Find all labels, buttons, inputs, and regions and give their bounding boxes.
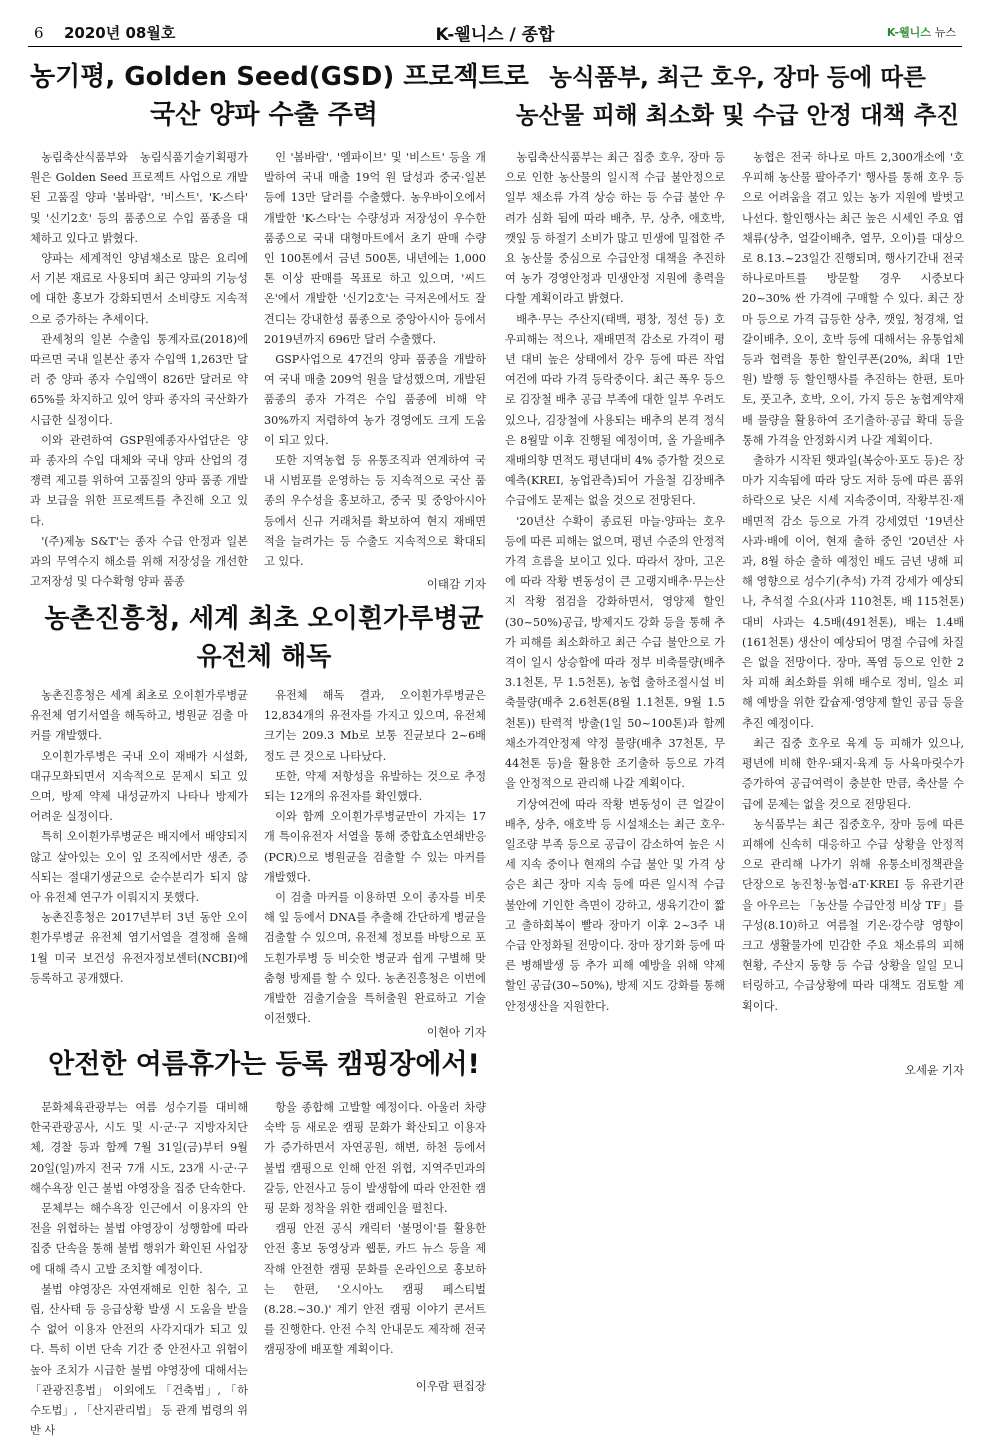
byline-camping: 이우람 편집장 [415, 1379, 486, 1393]
headline-line: 농산물 피해 최소화 및 수급 안정 대책 추진 [515, 101, 960, 129]
issue-date: 2020년 08월호 [64, 24, 176, 42]
headline-line: 안전한 여름휴가는 등록 캠핑장에서! [48, 1049, 480, 1080]
paragraph: 이 검출 마커를 이용하면 오이 종자를 비롯해 잎 등에서 DNA를 추출해 간단하게 병균을 검출할 수 있으며, 유전체 정보를 바탕으로 포도흰가루병 등 비슷한 병균과 쉽게 구별해 맞춤형 방제를 할 수 있다. 농촌진흥청은 이번에 개발한 검출기술을 특허출원 완료하고 기술 이전했다. [264, 891, 486, 1026]
byline-rda: 이현아 기자 [426, 1025, 486, 1039]
logo-suffix: 뉴스 [934, 26, 956, 39]
paragraph: 농협은 전국 하나로 마트 2,300개소에 '호우피해 농산물 팔아주기' 행사를 통해 호우 등으로 어려움을 겪고 있는 농가 지원에 발벗고 나선다. 할인행사는 최근 높은 시세인 주요 엽채류(상추, 얼갈이배추, 열무, 오이)를 대상으로 8.13.~23일간 진행되며, 행사기간내 전국 하나로마트를 방문할 경우 시중보다 20~30% 싼 가격에 구매할 수 있다. 최근 장마 등으로 가격 급등한 상추, 깻잎, 청경채, 얼갈이배추, 오이, 호박 등에 대해서는 유통업체 등과 협력을 통한 할인쿠폰(20%, 최대 1만원) 발행 등 할인행사를 추진하는 한편, 토마토, 풋고추, 호박, 오이, 가지 등은 농협계약재배 물량을 활용하여 조기출하·공급 확대 등을 통해 가격을 안정화시켜 나갈 계획이다. [742, 151, 964, 447]
article-gsd-col1 [30, 148, 248, 592]
headline-mfds [505, 58, 970, 134]
paragraph: 배추·무는 주산지(태백, 평창, 정선 등) 호우피해는 적으나, 재배면적 감소로 가격이 평년 대비 높은 상태에서 강우 등에 따른 작업 여건에 따라 가격 등락중이다. 최근 폭우 등으로 김장철 배추 공급 부족에 대한 일부 우려도 있으나, 김장철에 사용되는 배추의 본격 정식은 8월말 이후 진행될 예정이며, 올 가을배추 재배의향 면적도 평년대비 4% 증가할 것으로 예측(KREI, 농업관측)되어 가을철 김장배추 수급에도 문제는 없을 것으로 전망된다. [505, 312, 725, 508]
paragraph: 또한, 약제 저항성을 유발하는 것으로 추정되는 12개의 유전자를 확인했다. [264, 769, 486, 804]
paragraph: 이와 함께 오이흰가루병균만이 가지는 17개 특이유전자 서열을 통해 중합효소연쇄반응(PCR)으로 병원균을 검출할 수 있는 마커를 개발했다. [264, 810, 486, 884]
headline-line: 국산 양파 수출 주력 [149, 100, 379, 130]
headline-line: 유전체 해독 [196, 642, 332, 672]
paragraph: 출하가 시작된 햇과일(복숭아·포도 등)은 장마가 지속됨에 따라 당도 저하 등에 따른 품위 하락으로 낮은 시세 지속중이며, 작황부진·재배면적 감소 등으로 가격 강세였던 '19년산 사과·배에 이어, 현재 출하 중인 '20년산 사과, 8월 하순 출하 예정인 배도 금년 냉해 피해 영향으로 성수기(추석) 가격 강세가 예상되나, 추석절 수요(사과 110천톤, 배 115천톤) 대비 사과는 4.5배(491천톤), 배는 1.4배(161천톤) 생산이 예상되어 명절 수급에 차질은 없을 전망이다. 장마, 폭염 등으로 인한 2차 피해 최소화를 위해 배수로 정비, 일소 피해 예방을 위한 칼슘제·영양제 할인 공급 등을 추진 예정이다. [742, 454, 964, 730]
section-title: K-웰니스 / 종합 [435, 25, 555, 45]
headline-camping [30, 1046, 498, 1084]
page-header [28, 16, 962, 47]
article-gsd-col2 [264, 148, 486, 572]
headline-rda [30, 600, 498, 676]
headline-line: 농촌진흥청, 세계 최초 오이흰가루병균 [44, 604, 484, 634]
headline-line: 농기평, Golden Seed(GSD) 프로젝트로 [30, 62, 529, 92]
paragraph: '(주)제농 S&T'는 종자 수급 안정과 일본과의 무역수지 해소를 위해 저장성을 개선한 고저장성 및 다수확형 양파 품종 [30, 534, 248, 589]
paragraph: 농촌진흥청은 2017년부터 3년 동안 오이흰가루병균 유전체 염기서열을 결정해 올해 1월 미국 보건성 유전자정보센터(NCBI)에 등록하고 공개했다. [30, 911, 248, 985]
paragraph: 오이흰가루병은 국내 오이 재배가 시설화, 대규모화되면서 지속적으로 문제시 되고 있으며, 방제 약제 내성균까지 나타나 방제가 어려운 실정이다. [30, 749, 248, 824]
paragraph: 유전체 해독 결과, 오이흰가루병균은 12,834개의 유전자를 가지고 있으며, 유전체 크기는 209.3 Mb로 보통 진균보다 2~6배 정도 큰 것으로 나타났다. [264, 689, 486, 763]
paragraph: 농식품부는 최근 집중호우, 장마 등에 따른 피해에 신속히 대응하고 수급 상황을 안정적으로 관리해 나가기 위해 유통소비정책관을 단장으로 농진청·농협·aT·KREI 등 유관기관을 아우르는 「농산물 수급안정 비상 TF」를 구성(8.10)하고 여름철 기온·강수량 영향이 크고 생활물가에 민감한 주요 채소류의 피해 현황, 주산지 동향 등 수급 상황을 일일 모니터링하고, 수급상황에 따라 대책도 검토할 계획이다. [742, 817, 964, 1013]
paragraph: 이와 관련하여 GSP원예종자사업단은 양파 종자의 수입 대체와 국내 양파 산업의 경쟁력 제고를 위하여 고품질의 양파 품종 개발과 보급을 위한 프로젝트를 추진해 오고 있다. [30, 433, 248, 528]
paragraph: 문체부는 해수욕장 인근에서 이용자의 안전을 위협하는 불법 야영장이 성행함에 따라 집중 단속을 통해 불법 행위가 확인된 사업장에 대해 즉시 고발 조치할 예정이다. [30, 1202, 248, 1276]
paragraph: 또한 지역농협 등 유통조직과 연계하여 국내 시범포를 운영하는 등 지속적으로 국산 품종의 우수성을 홍보하고, 중국 및 중앙아시아 등에서 신규 거래처를 확보하여 현지 재배면적을 늘려가는 등 수출도 지속적으로 확대되고 있다. [264, 454, 486, 569]
paragraph: 기상여건에 따라 작황 변동성이 큰 얼갈이배추, 상추, 애호박 등 시설채소는 최근 호우·일조량 부족 등으로 공급이 감소하여 높은 시세 지속 중이나 현재의 수급 불안 및 가격 상승은 최근 장마 지속 등에 따른 일시적 수급 불안에 기인한 측면이 강하고, 생육기간이 짧고 출하회복이 빨라 장마기 이후 2~3주 내 수급 안정화될 전망이다. 장마 장기화 등에 따른 병해발생 등 추가 피해 예방을 위해 약제 할인 공급(30~50%), 방제 지도 강화를 통해 안정생산을 지원한다. [505, 797, 725, 1013]
article-mfds-col2 [742, 148, 964, 1017]
paragraph: 농촌진흥청은 세계 최초로 오이흰가루병균 유전체 염기서열을 해독하고, 병원균 검출 마커를 개발했다. [30, 689, 248, 743]
paragraph: GSP사업으로 47건의 양파 품종을 개발하여 국내 매출 209억 원을 달성했으며, 개발된 품종의 종자 가격은 수입 품종에 비해 약 30%까지 저렴하여 농가 경영에도 크게 도움이 되고 있다. [264, 353, 486, 447]
paragraph: 양파는 세계적인 양념채소로 많은 요리에서 기본 재료로 사용되며 최근 양파의 기능성에 대한 홍보가 강화되면서 소비량도 지속적으로 증가하는 추세이다. [30, 252, 248, 326]
paragraph: 인 '봄바람', '엠파이브' 및 '비스트' 등을 개발하여 국내 매출 19억 원 달성과 중국·일본 등에 13만 달러를 수출했다. 농우바이오에서 개발한 'K-스타'는 수량성과 저장성이 우수한 품종으로 국내 대형마트에서 초기 판매 수량인 100톤에서 금년 500톤, 내년에는 1,000톤 이상 판매를 목표로 하고 있으며, '씨드온'에서 개발한 '신기2호'는 극저온에서도 잘 견디는 강내한성 품종으로 중앙아시아 등에서 2019년까지 696만 달러 수출했다. [264, 151, 486, 346]
article-rda-col1 [30, 686, 248, 989]
page-number: 6 [34, 24, 44, 42]
paragraph: 농림축산식품부와 농림식품기술기획평가원은 Golden Seed 프로젝트 사업으로 개발된 고품질 양파 '봄바람', '비스트', 'K-스타' 및 '신기2호' 등의 품종으로 수입 품종을 대체하고 있다고 밝혔다. [30, 151, 248, 245]
paragraph: 문화체육관광부는 여름 성수기를 대비해 한국관광공사, 시도 및 시·군·구 지방자치단체, 경찰 등과 함께 7월 31일(금)부터 9월 20일(일)까지 전국 7개 시도, 23개 시·군·구 해수욕장 인근 불법 야영장을 집중 단속한다. [30, 1101, 248, 1195]
headline-gsd [30, 58, 529, 134]
article-mfds-col1 [505, 148, 725, 1017]
paragraph: 캠핑 안전 공식 캐릭터 '불멍이'를 활용한 안전 홍보 동영상과 웹툰, 카드 뉴스 등을 제작해 안전한 캠핑 문화를 온라인으로 홍보하는 한편, '오시아노 캠핑 페스티벌(8.28.~30.)' 계기 안전 캠핑 이야기 콘서트를 진행한다. 안전 수칙 안내문도 제작해 전국 캠핑장에 배포할 계획이다. [264, 1222, 486, 1357]
article-rda-col2 [264, 686, 486, 1029]
byline-gsd: 이태감 기자 [426, 577, 486, 591]
paragraph: 불법 야영장은 자연재해로 인한 침수, 고립, 산사태 등 응급상황 발생 시 도움을 받을 수 없어 이용자 안전의 사각지대가 되고 있다. 특히 이번 단속 기간 중 안전사고 위험이 높아 조치가 시급한 불법 야영장에 대해서는 「관광진흥법」 이외에도 「건축법」, 「하수도법」, 「산지관리법」 등 관계 법령의 위반 사 [30, 1282, 248, 1438]
headline-line: 농식품부, 최근 호우, 장마 등에 따른 [549, 63, 926, 91]
article-camping-col2 [264, 1098, 486, 1361]
byline-mfds: 오세윤 기자 [904, 1063, 964, 1077]
paragraph: 농림축산식품부는 최근 집중 호우, 장마 등으로 인한 농산물의 일시적 수급 불안정으로 일부 채소류 가격 상승 하는 등 수급 불안 우려가 심화 됨에 따라 배추, 무, 상추, 애호박, 깻잎 등 하절기 소비가 많고 민생에 밀접한 주요 농산물 중심으로 수급안정 대책을 추진하여 농가 경영안정과 민생안정 지원에 총력을 다할 계획이라고 밝혔다. [505, 151, 725, 306]
paragraph: 항을 종합해 고발할 예정이다. 아울러 차량 숙박 등 새로운 캠핑 문화가 확산되고 이용자가 증가하면서 자연공원, 해변, 하천 등에서 불법 캠핑으로 인해 안전 위협, 지역주민과의 갈등, 안전사고 등이 발생함에 따라 안전한 캠핑 문화 정착을 위한 캠페인을 펼친다. [264, 1101, 486, 1216]
paragraph: 특히 오이흰가루병균은 배지에서 배양되지 않고 살아있는 오이 잎 조직에서만 생존, 증식되는 절대기생균으로 순수분리가 되지 않아 유전체 연구가 이뤄지지 못했다. [30, 830, 248, 905]
publication-logo [887, 24, 956, 40]
paragraph: 최근 집중 호우로 육계 등 피해가 있으나, 평년에 비해 한우·돼지·육계 등 사육마릿수가 증가하여 공급여력이 충분한 만큼, 축산물 수급에 문제는 없을 것으로 전망된다. [742, 736, 964, 811]
paragraph: '20년산 수확이 종료된 마늘·양파는 호우 등에 따른 피해는 없으며, 평년 수준의 안정적 가격 흐름을 보이고 있다. 따라서 장마, 고온에 따라 작황 변동성이 큰 고랭지배추·무는산지 작황 점검을 강화하면서, 영양제 할인(30~50%)공급, 방제지도 강화 등을 통해 추가 피해를 최소화하고 최근 수급 불안으로 가격이 일시 상승함에 따라 정부 비축물량(배추 3.1천톤, 무 1.5천톤), 농협 출하조절시설 비축물량(배추 2.6천톤(8월 1.1천톤, 9월 1.5천톤)) 탄력적 방출(1일 50~100톤)과 함께채소가격안정제 약정 물량(배추 37천톤, 무 44천톤 등)을 활용한 조기출하 등으로 가격을 안정적으로 관리해 나갈 계획이다. [505, 514, 725, 791]
logo-mark: K-웰니스 [886, 26, 931, 39]
article-camping-col1 [30, 1098, 248, 1441]
paragraph: 관세청의 일본 수출입 통계자료(2018)에 따르면 국내 일본산 종자 수입액 1,263만 달러 중 양파 종자 수입액이 826만 달러로 약 65%를 차지하고 있어 양파 종자의 국산화가 시급한 실정이다. [30, 332, 248, 427]
